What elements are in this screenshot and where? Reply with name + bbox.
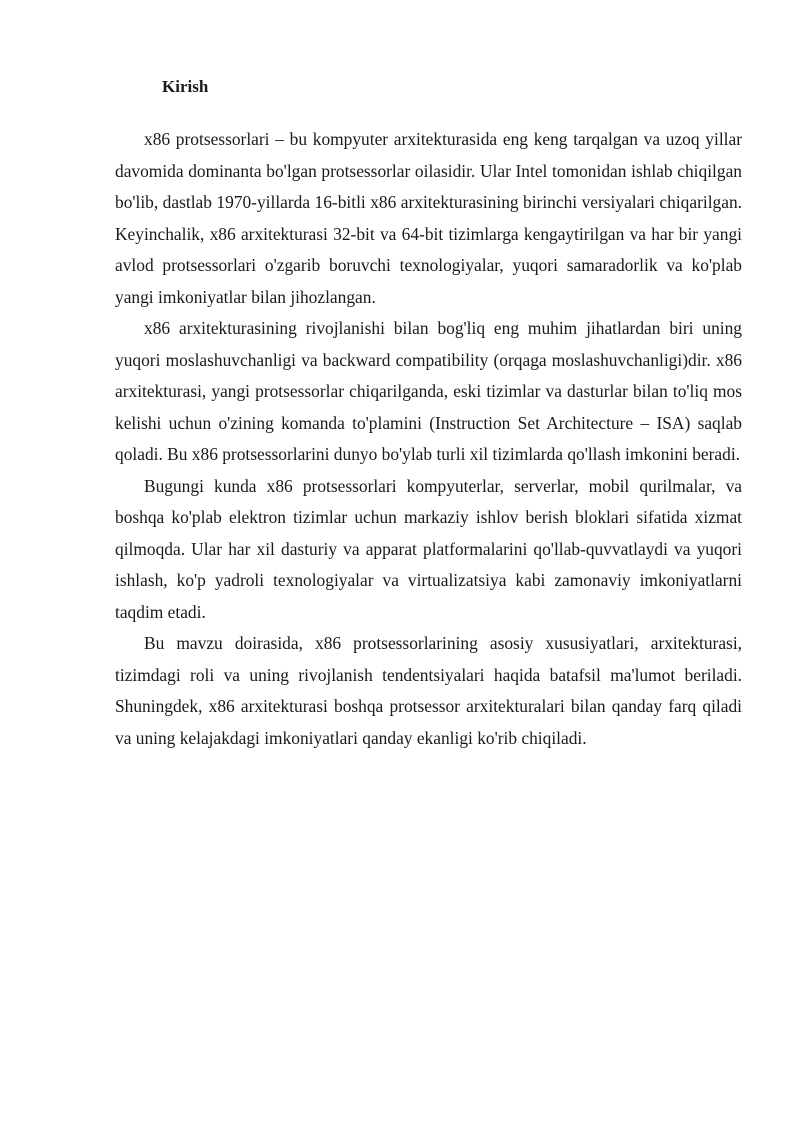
paragraph: x86 arxitekturasining rivojlanishi bilan bog'liq eng muhim jihatlardan biri uning yuqori moslashuvchanligi va backward compatibility (orqaga moslashuvchanligi)dir. x86 arxitekturasi, yangi protsessorlar chiqarilganda, eski tizimlar va dasturlar bilan to'liq mos kelishi uchun o'zining komanda to'plamini (Instruction Set Architecture – ISA) saqlab qoladi. Bu x86 protsessorlarini dunyo bo'ylab turli xil tizimlarda qo'llash imkonini beradi. xyxy=(115,318,742,464)
body-text xyxy=(115,124,742,754)
paragraph: x86 protsessorlari – bu kompyuter arxitekturasida eng keng tarqalgan va uzoq yillar davomida dominanta bo'lgan protsessorlar oilasidir. Ular Intel tomonidan ishlab chiqilgan bo'lib, dastlab 1970-yillarda 16-bitli x86 arxitekturasining birinchi versiyalari chiqarilgan. Keyinchalik, x86 arxitekturasi 32-bit va 64-bit tizimlarga kengaytirilgan va har bir yangi avlod protsessorlari o'zgarib boruvchi texnologiyalar, yuqori samaradorlik va ko'plab yangi imkoniyatlar bilan jihozlangan. xyxy=(115,129,742,307)
paragraph: Bugungi kunda x86 protsessorlari kompyuterlar, serverlar, mobil qurilmalar, va boshqa ko'plab elektron tizimlar uchun markaziy ishlov berish bloklari sifatida xizmat qilmoqda. Ular har xil dasturiy va apparat platformalarini qo'llab-quvvatlaydi va yuqori ishlash, ko'p yadroli texnologiyalar va virtualizatsiya kabi zamonaviy imkoniyatlarni taqdim etadi. xyxy=(115,475,742,622)
paragraph: Bu mavzu doirasida, x86 protsessorlarining asosiy xususiyatlari, arxitekturasi, tizimdagi roli va uning rivojlanish tendentsiyalari haqida batafsil ma'lumot beriladi. Shuningdek, x86 arxitekturasi boshqa protsessor arxitekturalari bilan qanday farq qiladi va uning kelajakdagi imkoniyatlari qanday ekanligi ko'rib chiqiladi. xyxy=(115,633,742,748)
section-heading: Kirish xyxy=(162,77,209,96)
